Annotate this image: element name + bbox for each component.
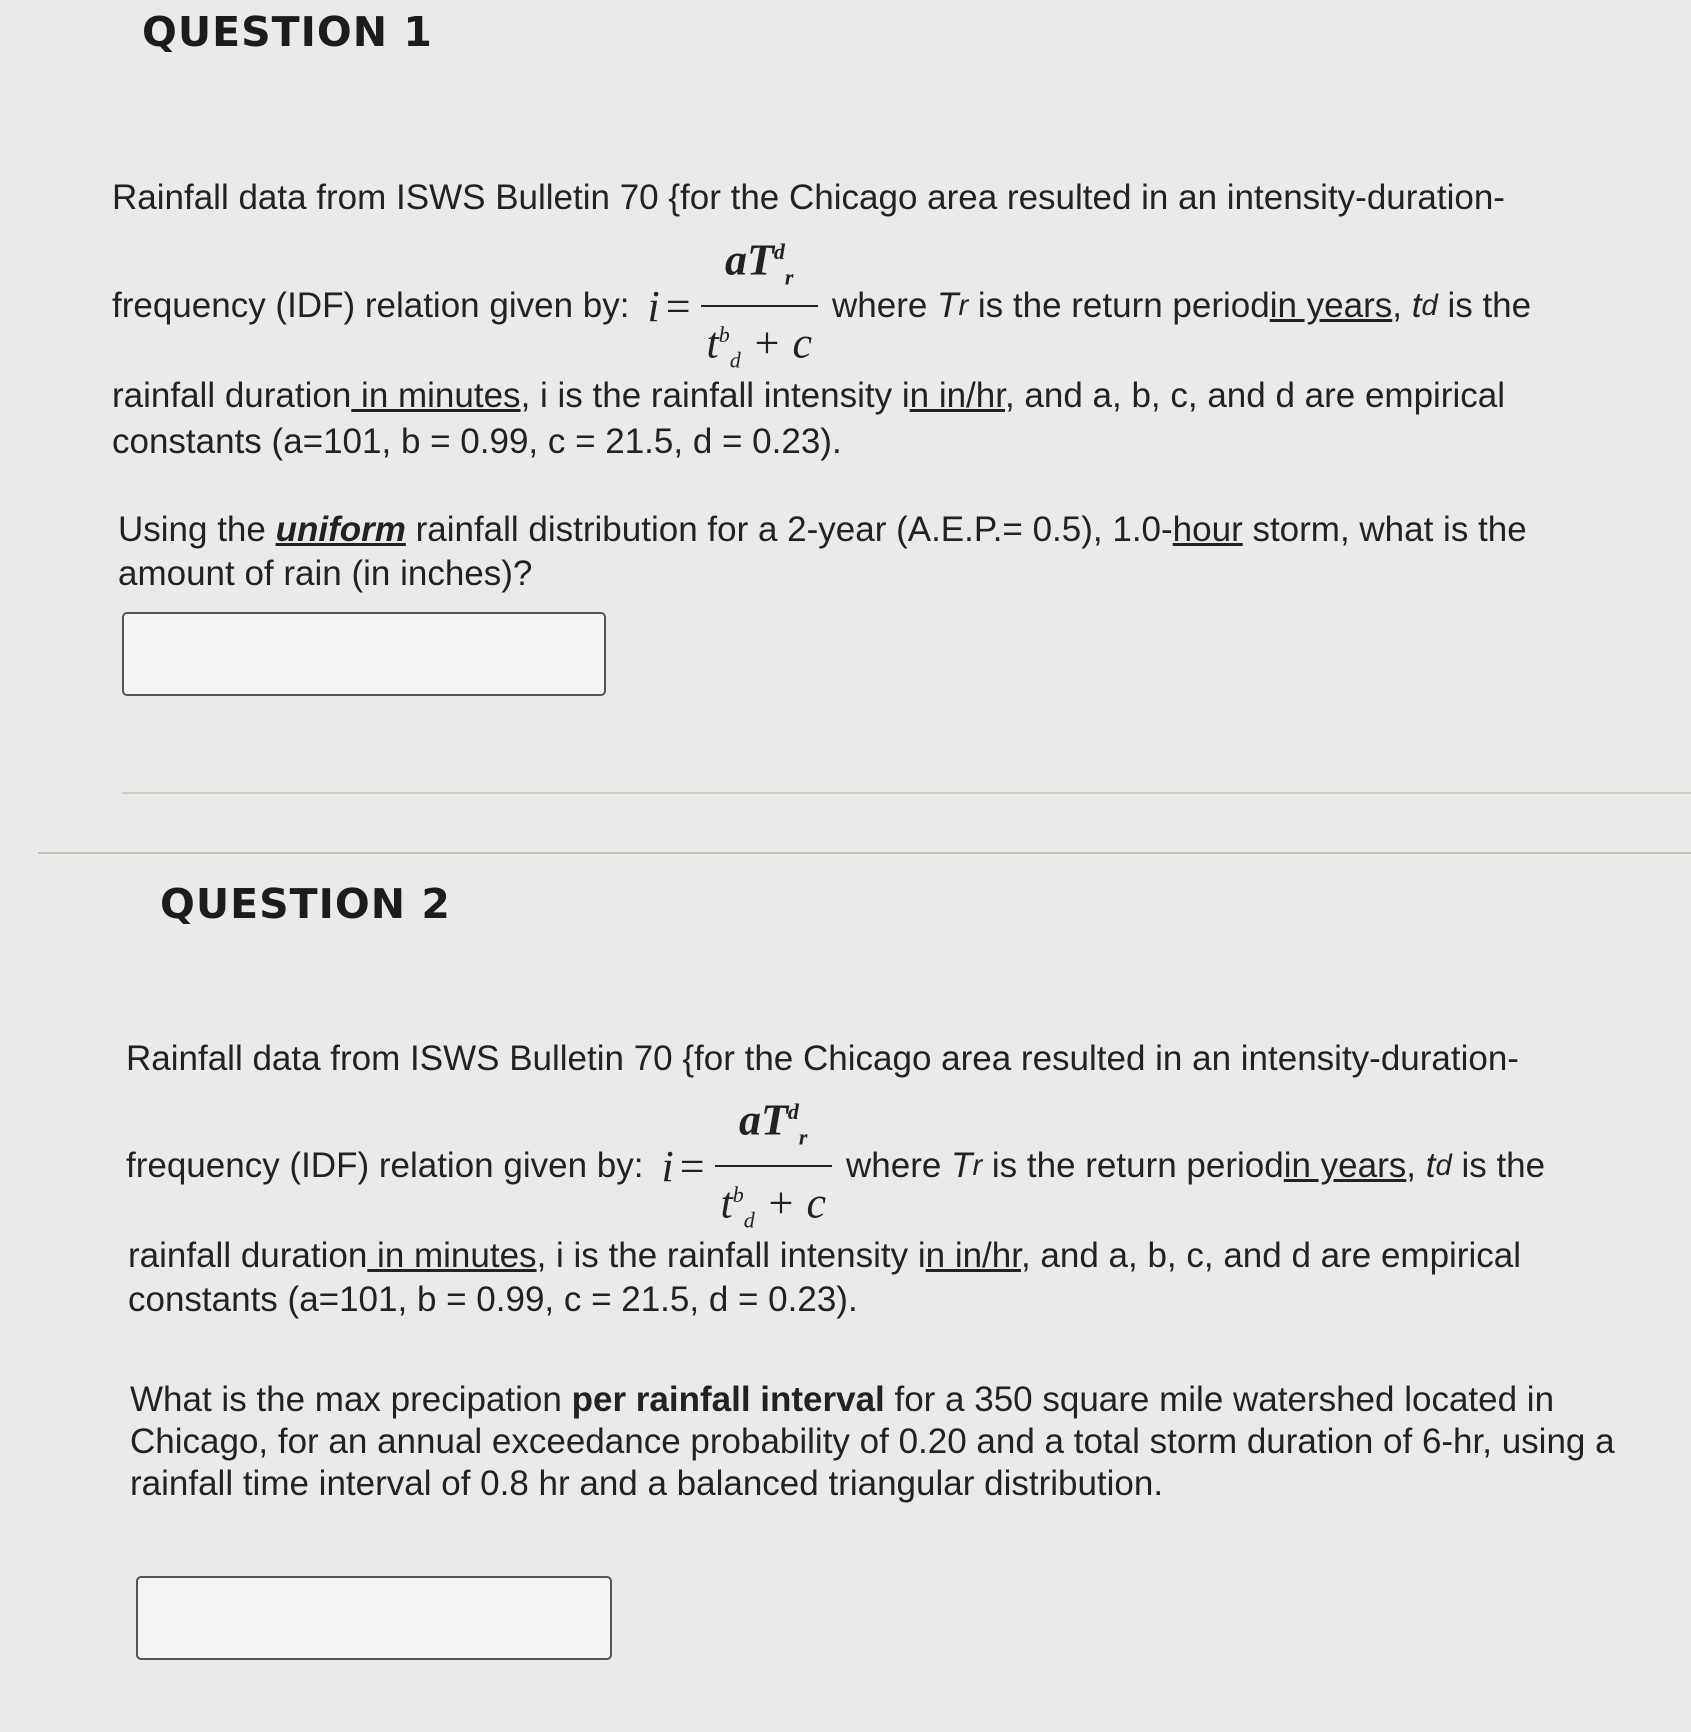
q1-formula-numerator: $aT^d_r$ — [725, 235, 794, 290]
q1-formula-eq: = — [665, 281, 691, 331]
q2-formula-eq: = — [679, 1141, 705, 1191]
q1-where: where — [831, 286, 928, 326]
q1-formula-i: i — [647, 281, 660, 331]
q2-question-line2: Chicago, for an annual exceedance probability of 0.20 and a total storm duration of 6-hr, using a — [130, 1422, 1615, 1461]
q2-intro-line1: Rainfall data from ISWS Bulletin 70 {for the Chicago area resulted in an intensity-duration- — [126, 1039, 1519, 1078]
q2-formula-line: frequency (IDF) relation given by: i = $\frac{aT^d_r}{t^b_d + c}$ where T r is the return period in years , t d is the — [126, 1088, 1545, 1245]
q1-duration-line: rainfall duration in minutes, i is the rainfall intensity in in/hr, and a, b, c, and d are empirical — [112, 376, 1505, 415]
q2-constants-line: constants (a=101, b = 0.99, c = 21.5, d = 0.23). — [128, 1280, 858, 1319]
q2-formula-numerator: $aT^d_r$ — [739, 1095, 808, 1150]
q2-idf-formula — [715, 1088, 832, 1245]
q2-answer-input[interactable] — [136, 1576, 612, 1660]
q2-formula-i: i — [661, 1141, 674, 1191]
q1-question-line1: Using the uniform rainfall distribution for a 2-year (A.E.P.= 0.5), 1.0-hour storm, what is the — [118, 510, 1527, 549]
q1-idf-formula — [701, 228, 818, 385]
question-2-title: QUESTION 2 — [160, 880, 451, 928]
q1-formula-line: frequency (IDF) relation given by: i = $\frac{aT^d_r}{t^b_d + c}$ where T r is the return period in years , t d is the — [112, 228, 1531, 385]
q2-duration-line: rainfall duration in minutes, i is the rainfall intensity in in/hr, and a, b, c, and d are empirical — [128, 1236, 1521, 1275]
q1-formula-lead: frequency (IDF) relation given by: — [112, 286, 630, 326]
q2-where: where — [845, 1146, 942, 1186]
q1-intro-line1: Rainfall data from ISWS Bulletin 70 {for the Chicago area resulted in an intensity-duration- — [112, 178, 1505, 217]
question-1-title: QUESTION 1 — [142, 8, 433, 56]
q2-question-line3: rainfall time interval of 0.8 hr and a balanced triangular distribution. — [130, 1464, 1164, 1503]
section-divider — [38, 852, 1691, 854]
q2-question-line1: What is the max precipation per rainfall interval for a 350 square mile watershed located in — [130, 1380, 1555, 1419]
q1-constants-line: constants (a=101, b = 0.99, c = 21.5, d = 0.23). — [112, 422, 842, 461]
q2-formula-lead: frequency (IDF) relation given by: — [126, 1146, 644, 1186]
q1-divider — [122, 792, 1691, 794]
q2-formula-denominator: $t^b_d + c$ — [715, 1165, 832, 1244]
q1-question-line2: amount of rain (in inches)? — [118, 554, 533, 593]
q1-formula-denominator: $t^b_d + c$ — [701, 305, 818, 384]
q1-answer-input[interactable] — [122, 612, 606, 696]
